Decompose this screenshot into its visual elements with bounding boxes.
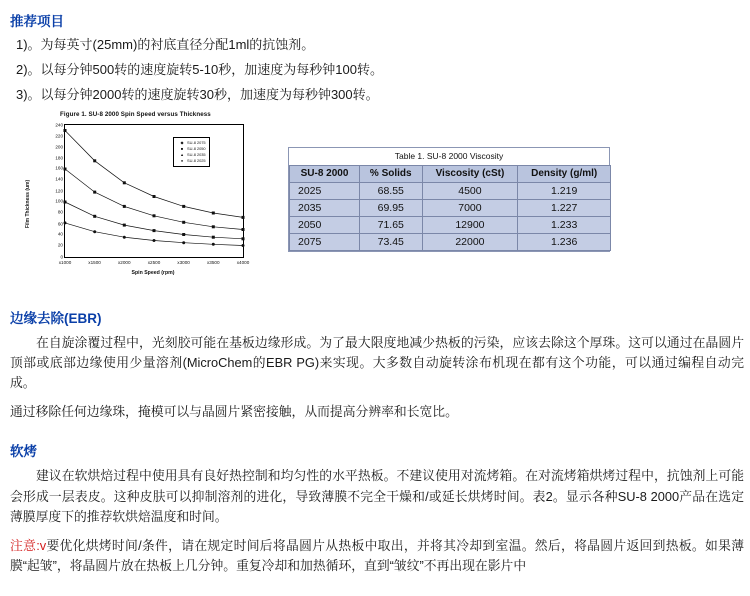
figure-and-table-row [6,111,744,301]
chart-xtick: x3500 [207,259,220,265]
ebr-paragraph-2: 通过移除任何边缘珠，掩模可以与晶圆片紧密接触，从而提高分辨率和长宽比。 [10,403,458,419]
table-cell: 71.65 [360,216,422,233]
chart-ytick: 120 [55,188,63,194]
recommend-line-2: 2)。以每分钟500转的速度旋转5-10秒，加速度为每秒钟100转。 [16,61,383,77]
table-cell: 69.95 [360,199,422,216]
chart-xtick: x1500 [88,259,101,265]
section-heading-recommend: 推荐项目 [10,14,64,29]
legend-entry: ● SU-8 2025 [177,158,206,164]
table-column-header: Density (g/ml) [518,165,611,182]
table-row [290,216,611,233]
table-cell: 68.55 [360,182,422,199]
table-cell: 1.233 [518,216,611,233]
legend-entry: ▲ SU-8 2035 [177,152,206,158]
chart-xtick: x1000 [58,259,72,265]
table-cell: 2025 [290,182,360,199]
table-cell: 4500 [422,182,518,199]
legend-marker-icon: ▲ [180,151,184,157]
chart-xtick: x4000 [236,259,250,265]
chart-ytick: 40 [57,231,63,237]
table-cell: 1.219 [518,182,611,199]
ebr-paragraph-1: 在自旋涂覆过程中，光刻胶可能在基板边缘形成。为了最大限度地减少热板的污染，应该去除这个厚珠。这可以通过在晶圆片顶部或底部边缘使用少量溶剂(MicroChem的EBR PG)来实现。大多数自动旋转涂布机现在都有这个功能，可以通过编程自动完成。 [10,334,744,391]
recommend-line-3: 3)。以每分钟2000转的速度旋转30秒，加速度为每秒钟300转。 [16,86,379,102]
chart-ytick: 60 [57,221,63,227]
legend-marker-icon: ● [180,157,184,163]
table-cell: 7000 [422,199,518,216]
chart-ytick: 0 [60,254,63,260]
table-cell: 73.45 [360,233,422,250]
chart-xtick: x2000 [118,259,131,265]
note-label: 注意: [10,537,40,553]
recommend-line-1: 1)。为每英寸(25mm)的衬底直径分配1ml的抗蚀剂。 [16,37,315,52]
chart-y-axis-label: Film Thickness (um) [25,179,31,228]
legend-entry: ◆ SU-8 2075 [177,140,206,146]
chart-ytick: 80 [57,209,63,215]
chart-x-axis-label: Spin Speed (rpm) [131,269,175,276]
table-row [290,199,611,216]
viscosity-table [289,165,611,251]
viscosity-table-frame [288,147,610,252]
chart-plot-wrapper [25,120,264,288]
legend-entry: ■ SU-8 2050 [177,146,206,152]
chart-ytick: 160 [55,165,63,171]
softbake-paragraph-1: 建议在软烘焙过程中使用具有良好热控制和均匀性的水平热板。不建议使用对流烤箱。在对流烤箱烘烤过程中，抗蚀剂上可能会形成一层表皮。这种皮肤可以抑制溶剂的进化，导致薄膜不完全干燥和/或延长烘烤时间。表2。显示各种SU-8 2000产品在选定薄膜厚度下的推荐软烘焙温度和时间。 [10,468,744,525]
viscosity-table-block [288,147,610,252]
table-column-header: Viscosity (cSt) [422,165,518,182]
chart-ytick: 100 [55,198,63,204]
note-body: 要优化烘烤时间/条件，请在规定时间后将晶圆片从热板中取出，并将其冷却到室温。然后，将晶圆片返回到热板。如果薄膜“起皱”，将晶圆片放在热板上几分钟。重复冷却和加热循环，直到“皱纹”不再出现在影片中 [10,537,744,574]
table-cell: 1.236 [518,233,611,250]
table-cell: 1.227 [518,199,611,216]
chart-ytick: 200 [55,144,63,150]
table-cell: 22000 [422,233,518,250]
chart-ytick: 220 [55,133,63,139]
legend-marker-icon: ■ [180,145,184,151]
spin-speed-chart [25,110,264,296]
table-cell: 12900 [422,216,518,233]
legend-marker-icon: ◆ [180,139,184,145]
section-heading-softbake: 软烤 [10,444,37,460]
note-marker: v [39,537,47,553]
chart-ytick: 20 [57,242,63,248]
table-row [290,233,611,250]
section-heading-ebr: 边缘去除(EBR) [10,310,102,326]
table-cell: 2050 [290,216,360,233]
chart-ytick: 140 [55,176,63,182]
chart-xtick: x3000 [177,259,190,265]
chart-series-lines [65,125,243,257]
table-row [290,182,611,199]
table-cell: 2035 [290,199,360,216]
chart-title: Figure 1. SU-8 2000 Spin Speed versus Thickness [60,110,211,118]
table-header-row [290,165,611,182]
chart-ytick: 180 [55,155,63,161]
softbake-note [10,536,744,577]
chart-ytick: 240 [55,122,63,128]
chart-xtick: x2500 [147,259,161,265]
table-column-header: SU-8 2000 [290,165,360,182]
chart-legend [173,137,210,167]
chart-plot-area [55,122,250,265]
viscosity-table-title: Table 1. SU-8 2000 Viscosity [289,148,609,165]
table-cell: 2075 [290,233,360,250]
table-column-header: % Solids [360,165,422,182]
